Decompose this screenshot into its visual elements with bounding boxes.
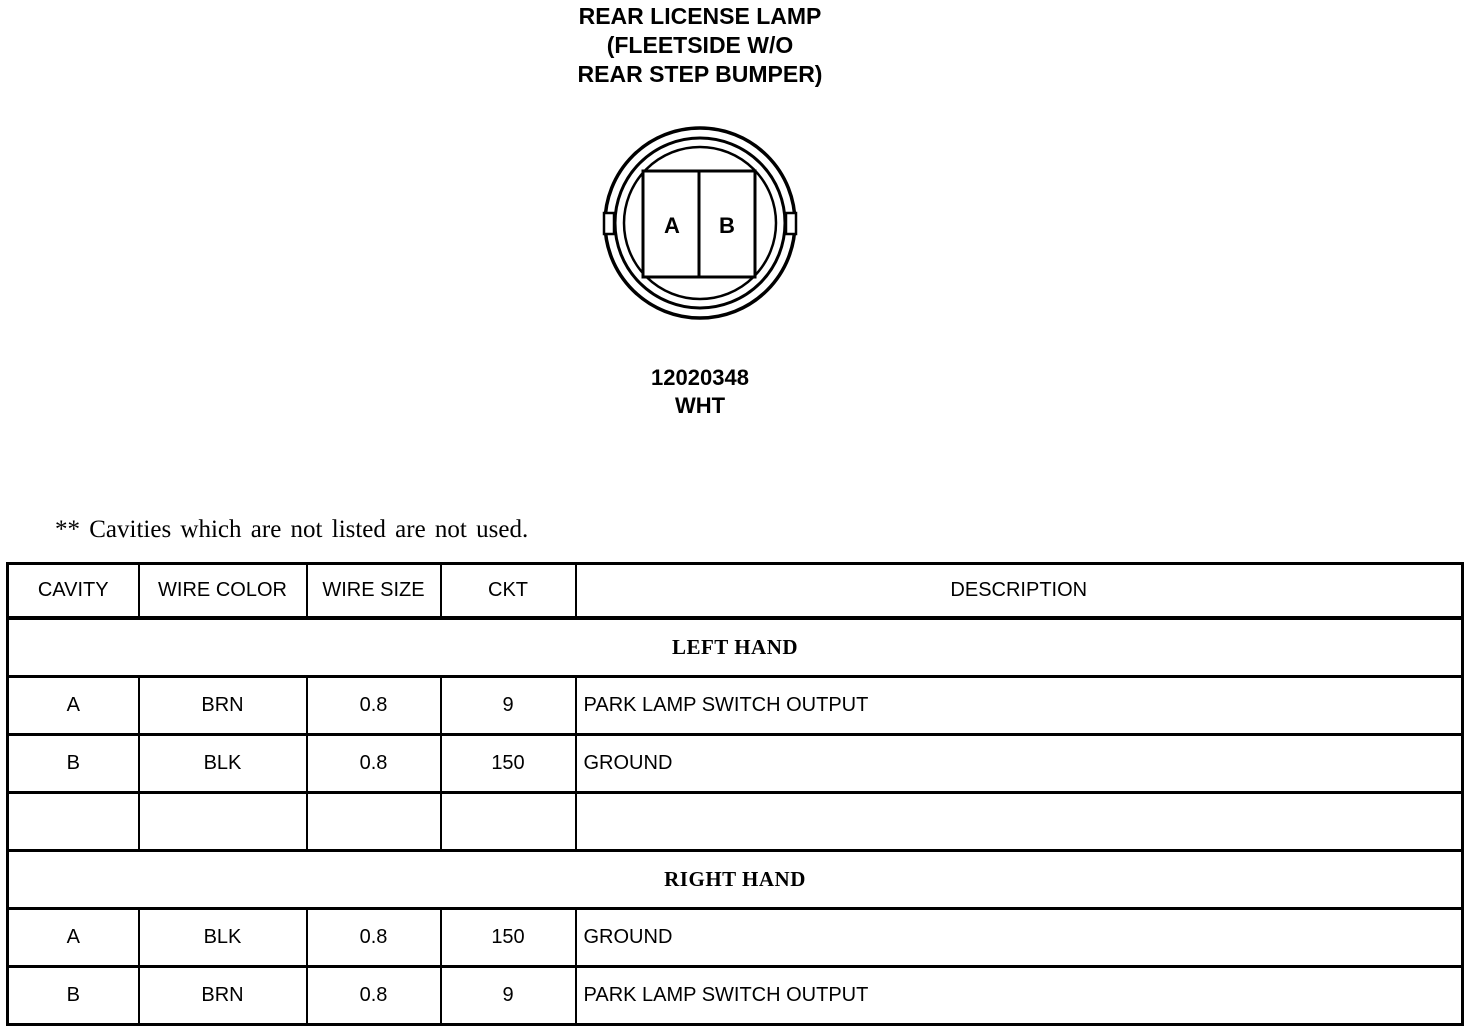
cavity-a-label: A: [664, 213, 680, 238]
section-right-hand: [8, 851, 1463, 909]
section-left-hand: [8, 618, 1463, 677]
cell-wire-color: BLK: [139, 735, 307, 793]
section-label: RIGHT HAND: [8, 851, 1463, 909]
cavity-table: [6, 562, 1464, 1026]
cell-cavity: A: [8, 677, 139, 735]
connector-right-key-tab: [786, 213, 796, 234]
cell-wire-color: [139, 793, 307, 851]
cell-cavity: A: [8, 909, 139, 967]
cell-cavity: B: [8, 967, 139, 1025]
header-ckt: CKT: [441, 564, 576, 619]
connector-title: [480, 2, 920, 89]
table-row: [8, 909, 1463, 967]
table-header-row: [8, 564, 1463, 619]
title-line-3: REAR STEP BUMPER): [577, 61, 823, 87]
cell-wire-size: 0.8: [307, 909, 441, 967]
cell-cavity: B: [8, 735, 139, 793]
cell-cavity: [8, 793, 139, 851]
cell-wire-color: BLK: [139, 909, 307, 967]
cell-description: GROUND: [576, 735, 1463, 793]
cell-wire-color: BRN: [139, 967, 307, 1025]
cell-wire-size: 0.8: [307, 677, 441, 735]
cavity-b-label: B: [719, 213, 735, 238]
cell-description: GROUND: [576, 909, 1463, 967]
part-number: 12020348: [651, 365, 749, 390]
header-cavity: CAVITY: [8, 564, 139, 619]
title-line-1: REAR LICENSE LAMP: [578, 3, 822, 29]
title-line-2: (FLEETSIDE W/O: [606, 32, 794, 58]
connector-left-key-tab: [604, 213, 614, 234]
section-label: LEFT HAND: [8, 618, 1463, 677]
cell-ckt: 9: [441, 967, 576, 1025]
cell-description: PARK LAMP SWITCH OUTPUT: [576, 967, 1463, 1025]
table-row: [8, 967, 1463, 1025]
cell-wire-size: 0.8: [307, 967, 441, 1025]
cell-description: [576, 793, 1463, 851]
cell-wire-size: [307, 793, 441, 851]
cell-ckt: 150: [441, 909, 576, 967]
table-row-empty: [8, 793, 1463, 851]
connector-face-diagram: [600, 124, 800, 322]
cell-wire-size: 0.8: [307, 735, 441, 793]
cell-ckt: 9: [441, 677, 576, 735]
cell-description: PARK LAMP SWITCH OUTPUT: [576, 677, 1463, 735]
unused-cavities-note: ** Cavities which are not listed are not used.: [55, 516, 529, 543]
cell-ckt: 150: [441, 735, 576, 793]
connector-part-info: [560, 364, 840, 420]
header-wire-size: WIRE SIZE: [307, 564, 441, 619]
header-wire-color: WIRE COLOR: [139, 564, 307, 619]
table-row: [8, 677, 1463, 735]
connector-color: WHT: [674, 393, 726, 418]
table-row: [8, 735, 1463, 793]
cell-ckt: [441, 793, 576, 851]
cell-wire-color: BRN: [139, 677, 307, 735]
header-description: DESCRIPTION: [576, 564, 1463, 619]
